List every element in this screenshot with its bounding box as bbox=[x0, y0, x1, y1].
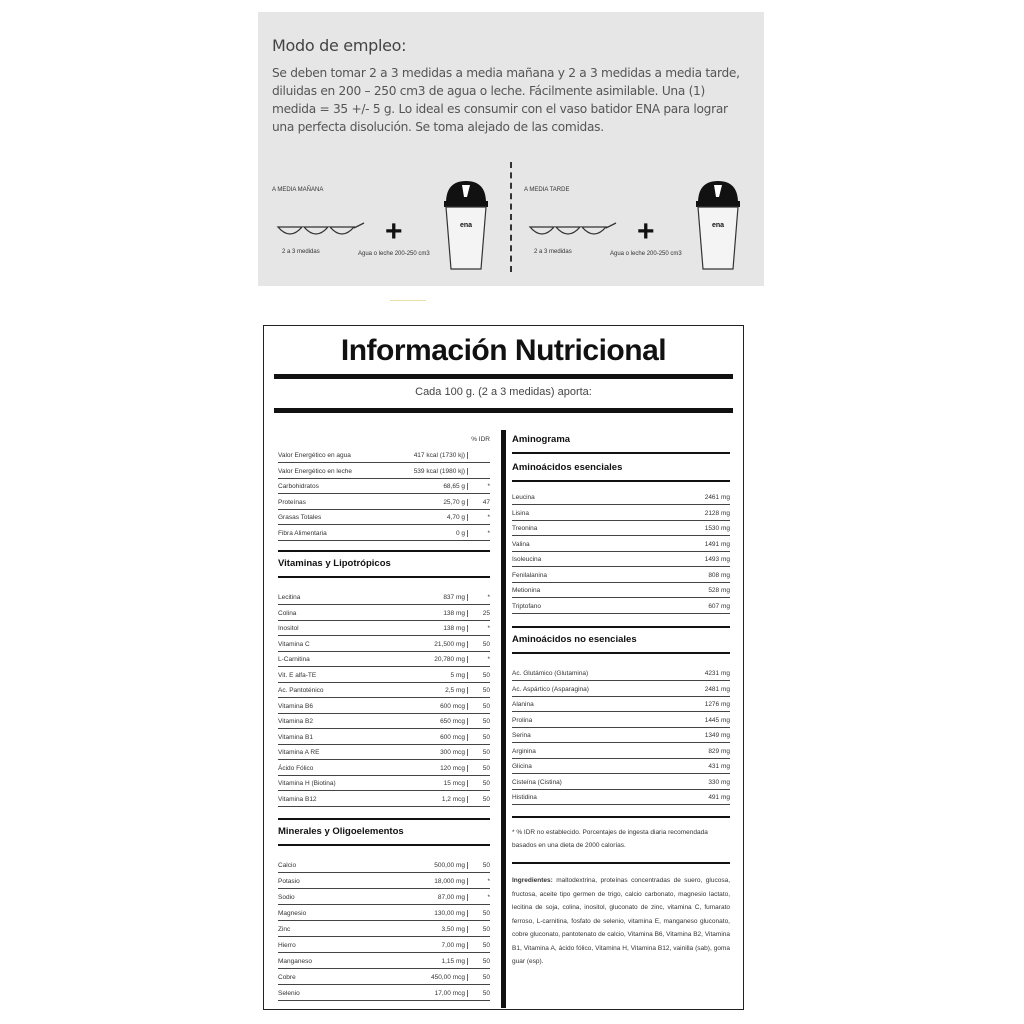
row-name: Vitamina B6 bbox=[278, 702, 313, 710]
row-name: Vitamina C bbox=[278, 640, 310, 648]
morning-liquid-label: Agua o leche 200-250 cm3 bbox=[358, 251, 430, 257]
ingredients-label: Ingredientes: bbox=[512, 877, 553, 884]
row-value: 5 mg bbox=[451, 672, 468, 679]
ingredients-text bbox=[512, 874, 730, 969]
row-name: Ac. Pantoténico bbox=[278, 687, 324, 694]
row-name: Triptofano bbox=[512, 602, 542, 610]
nutrient-row bbox=[278, 654, 490, 667]
nutrient-row bbox=[278, 701, 490, 714]
row-value: 20,780 mg bbox=[434, 656, 468, 663]
nutrient-row bbox=[278, 608, 490, 621]
amino-row bbox=[512, 777, 730, 790]
nutrient-row bbox=[278, 988, 490, 1001]
row-name: Valina bbox=[512, 540, 530, 548]
minerals-header: Minerales y Oligoelementos bbox=[278, 826, 404, 837]
morning-scoops-label: 2 a 3 medidas bbox=[282, 249, 320, 255]
amino-row bbox=[512, 715, 730, 728]
nutrient-row bbox=[278, 924, 490, 937]
row-name: Carbohidratos bbox=[278, 483, 319, 490]
row-value: 4231 mg bbox=[704, 670, 730, 677]
row-value: 138 mg bbox=[443, 625, 468, 632]
vitamins-header: Vitaminas y Lipotrópicos bbox=[278, 558, 391, 569]
row-value: 0 g bbox=[456, 530, 468, 537]
row-value: 1,15 mg bbox=[442, 958, 469, 965]
row-value: 21,500 mg bbox=[434, 641, 468, 648]
section-rule bbox=[512, 816, 730, 818]
amino-row bbox=[512, 492, 730, 505]
row-pct: 50 bbox=[482, 926, 490, 933]
aminogram-header: Aminograma bbox=[512, 434, 571, 445]
row-value: 1530 mg bbox=[704, 525, 730, 532]
row-value: 491 mg bbox=[708, 794, 730, 801]
row-name: Hierro bbox=[278, 942, 296, 949]
nutrient-row bbox=[278, 794, 490, 807]
shaker-brand: ena bbox=[460, 222, 473, 229]
row-name: Histidina bbox=[512, 794, 537, 801]
nutrient-row bbox=[278, 747, 490, 760]
left-column bbox=[278, 430, 490, 1010]
row-name: Treonina bbox=[512, 525, 538, 532]
row-pct: 50 bbox=[482, 862, 490, 869]
row-value: 330 mg bbox=[708, 778, 730, 786]
row-value: 2128 mg bbox=[704, 509, 730, 517]
row-name: Metionina bbox=[512, 587, 541, 594]
row-value: 300 mcg bbox=[440, 749, 468, 756]
row-pct: * bbox=[487, 529, 490, 537]
idr-note: * % IDR no establecido. Porcentajes de ingesta diaria recomendada basados en una dieta de 2000 calorías. bbox=[512, 829, 708, 849]
row-pct: 50 bbox=[482, 958, 490, 965]
row-name: Vitamina H (Biotina) bbox=[278, 780, 336, 787]
scoops-icon bbox=[528, 219, 618, 243]
section-rule bbox=[512, 652, 730, 654]
row-name: Proteínas bbox=[278, 498, 306, 506]
row-pct: 50 bbox=[482, 942, 490, 949]
usage-panel bbox=[258, 12, 764, 286]
row-pct: * bbox=[487, 594, 490, 601]
row-name: Vit. E alfa-TE bbox=[278, 671, 317, 679]
nutrient-row bbox=[278, 639, 490, 652]
row-name: Vitamina B12 bbox=[278, 795, 317, 803]
row-name: Valor Energético en leche bbox=[278, 467, 352, 475]
row-name: Vitamina A RE bbox=[278, 749, 320, 756]
shaker-icon bbox=[692, 177, 744, 273]
row-name: Lisina bbox=[512, 509, 529, 517]
row-name: Serina bbox=[512, 732, 531, 739]
serving-rule bbox=[274, 408, 733, 413]
row-pct: 50 bbox=[482, 795, 490, 803]
row-value: 1493 mg bbox=[704, 556, 730, 563]
nutrient-row bbox=[278, 956, 490, 969]
row-pct: 50 bbox=[482, 780, 490, 787]
row-value: 25,70 g bbox=[443, 499, 468, 506]
section-rule bbox=[278, 550, 490, 552]
plus-icon: + bbox=[385, 215, 403, 248]
row-value: 3,50 mg bbox=[442, 926, 469, 933]
row-value: 4,70 g bbox=[447, 514, 468, 521]
plus-icon: + bbox=[637, 215, 655, 248]
decorative-mark bbox=[390, 300, 426, 301]
section-rule bbox=[278, 818, 490, 820]
row-pct: 50 bbox=[482, 764, 490, 772]
nutrient-row bbox=[278, 940, 490, 953]
row-value: 130,00 mg bbox=[434, 910, 468, 917]
row-name: Lecitina bbox=[278, 594, 301, 601]
row-value: 600 mcg bbox=[440, 734, 468, 741]
row-value: 2,5 mg bbox=[445, 687, 468, 694]
afternoon-scoops-label: 2 a 3 medidas bbox=[534, 249, 572, 255]
row-pct: 25 bbox=[482, 609, 490, 617]
row-pct: 50 bbox=[482, 640, 490, 648]
amino-row bbox=[512, 554, 730, 567]
row-value: 417 kcal (1730 kj) bbox=[414, 452, 468, 459]
row-name: Sodio bbox=[278, 894, 295, 901]
row-name: Fenilalanina bbox=[512, 571, 548, 579]
panel-divider bbox=[510, 162, 512, 272]
row-name: Leucina bbox=[512, 494, 535, 501]
row-name: Colina bbox=[278, 609, 297, 617]
row-value: 17,00 mcg bbox=[435, 990, 468, 997]
usage-title: Modo de empleo: bbox=[272, 36, 407, 55]
scoops-icon bbox=[276, 219, 366, 243]
section-rule bbox=[278, 576, 490, 578]
nutrient-row bbox=[278, 763, 490, 776]
row-name: Glicina bbox=[512, 763, 532, 770]
row-pct: 50 bbox=[482, 990, 490, 997]
amino-row bbox=[512, 730, 730, 743]
row-pct: * bbox=[487, 656, 490, 663]
nutrient-row bbox=[278, 623, 490, 636]
serving-info: Cada 100 g. (2 a 3 medidas) aporta: bbox=[415, 386, 592, 398]
row-pct: * bbox=[487, 625, 490, 632]
row-pct: 50 bbox=[482, 974, 490, 981]
row-name: Vitamina B1 bbox=[278, 733, 313, 741]
nutrient-row bbox=[278, 860, 490, 873]
section-rule bbox=[512, 452, 730, 454]
row-name: Fibra Alimentaria bbox=[278, 529, 327, 537]
amino-row bbox=[512, 761, 730, 774]
amino-row bbox=[512, 601, 730, 614]
nutrient-row bbox=[278, 685, 490, 698]
row-name: Prolina bbox=[512, 716, 533, 724]
essential-header: Aminoácidos esenciales bbox=[512, 462, 623, 473]
nutrient-row bbox=[278, 450, 490, 463]
afternoon-panel bbox=[524, 177, 764, 287]
row-name: Manganeso bbox=[278, 958, 312, 965]
row-name: Zinc bbox=[278, 926, 291, 933]
shaker-brand: ena bbox=[712, 222, 725, 229]
row-name: Calcio bbox=[278, 862, 297, 869]
row-pct: * bbox=[487, 514, 490, 521]
row-value: 68,65 g bbox=[443, 483, 468, 490]
row-value: 539 kcal (1980 kj) bbox=[414, 468, 468, 475]
row-value: 650 mcg bbox=[440, 718, 468, 725]
row-value: 450,00 mcg bbox=[431, 974, 468, 981]
nutrient-row bbox=[278, 670, 490, 683]
row-value: 431 mg bbox=[708, 763, 730, 770]
row-value: 837 mg bbox=[443, 594, 468, 601]
title-rule bbox=[274, 374, 733, 379]
nutrition-table bbox=[263, 325, 744, 1010]
amino-row bbox=[512, 508, 730, 521]
row-pct: 50 bbox=[482, 733, 490, 741]
nutrient-row bbox=[278, 732, 490, 745]
nutrient-row bbox=[278, 972, 490, 985]
row-value: 808 mg bbox=[708, 571, 730, 579]
row-value: 138 mg bbox=[443, 610, 468, 617]
row-value: 18,000 mg bbox=[434, 878, 468, 885]
nutrient-row bbox=[278, 716, 490, 729]
nonessential-header: Aminoácidos no esenciales bbox=[512, 634, 637, 645]
row-value: 829 mg bbox=[708, 747, 730, 755]
amino-row bbox=[512, 699, 730, 712]
row-pct: * bbox=[487, 878, 490, 885]
amino-row bbox=[512, 792, 730, 805]
row-name: Inositol bbox=[278, 625, 299, 632]
row-name: Cobre bbox=[278, 974, 296, 981]
nutrient-row bbox=[278, 497, 490, 510]
row-name: Arginina bbox=[512, 747, 536, 755]
row-name: Ácido Fólico bbox=[278, 764, 314, 772]
row-pct: 50 bbox=[482, 910, 490, 917]
row-value: 120 mcg bbox=[440, 765, 468, 772]
afternoon-label: A MEDIA TARDE bbox=[524, 187, 570, 193]
row-name: Selenio bbox=[278, 990, 300, 997]
section-rule bbox=[278, 844, 490, 846]
section-rule bbox=[512, 480, 730, 482]
row-name: Isoleucina bbox=[512, 556, 542, 563]
nutrient-row bbox=[278, 592, 490, 605]
row-value: 1276 mg bbox=[704, 701, 730, 708]
row-name: Vitamina B2 bbox=[278, 718, 313, 725]
nutrient-row bbox=[278, 892, 490, 905]
nutrition-title: Información Nutricional bbox=[340, 334, 667, 367]
row-value: 1349 mg bbox=[704, 732, 730, 739]
row-value: 607 mg bbox=[708, 602, 730, 610]
afternoon-liquid-label: Agua o leche 200-250 cm3 bbox=[610, 251, 682, 257]
amino-row bbox=[512, 684, 730, 697]
row-name: Alanina bbox=[512, 701, 534, 708]
morning-panel bbox=[272, 177, 512, 287]
row-value: 87,00 mg bbox=[438, 894, 468, 901]
row-value: 1445 mg bbox=[704, 716, 730, 724]
row-value: 2461 mg bbox=[704, 494, 730, 501]
row-name: L-Carnitina bbox=[278, 656, 310, 663]
nutrient-row bbox=[278, 512, 490, 525]
row-pct: 50 bbox=[482, 671, 490, 679]
amino-row bbox=[512, 523, 730, 536]
section-rule bbox=[512, 626, 730, 628]
nutrient-row bbox=[278, 908, 490, 921]
row-value: 2481 mg bbox=[704, 685, 730, 693]
row-name: Ac. Aspártico (Asparagina) bbox=[512, 685, 589, 693]
row-pct: 50 bbox=[482, 687, 490, 694]
row-pct: 50 bbox=[482, 718, 490, 725]
usage-text: Se deben tomar 2 a 3 medidas a media mañana y 2 a 3 medidas a media tarde, diluidas en 200 – 250 cm3 de agua o leche. Fácilmente asimilable. Una (1) medida = 35 +/- 5 g. Lo ideal es consumir con el vaso batidor ENA para lograr una perfecta disolución. Se toma alejado de las comidas. bbox=[272, 66, 740, 134]
amino-row bbox=[512, 585, 730, 598]
nutrient-row bbox=[278, 778, 490, 791]
amino-row bbox=[512, 539, 730, 552]
row-pct: 50 bbox=[482, 749, 490, 756]
row-pct: 47 bbox=[482, 498, 490, 506]
row-value: 1,2 mcg bbox=[442, 796, 468, 803]
row-name: Valor Energético en agua bbox=[278, 452, 351, 459]
amino-row bbox=[512, 746, 730, 759]
column-divider bbox=[501, 430, 506, 1008]
row-value: 7,00 mg bbox=[442, 942, 469, 949]
amino-row bbox=[512, 668, 730, 681]
row-pct: * bbox=[487, 483, 490, 490]
row-pct: 50 bbox=[482, 702, 490, 710]
row-name: Potasio bbox=[278, 878, 300, 885]
row-value: 528 mg bbox=[708, 587, 730, 594]
row-name: Grasas Totales bbox=[278, 514, 322, 521]
nutrient-row bbox=[278, 528, 490, 541]
shaker-icon bbox=[440, 177, 492, 273]
row-name: Cisteína (Cistina) bbox=[512, 778, 562, 786]
morning-label: A MEDIA MAÑANA bbox=[272, 187, 324, 193]
row-value: 500,00 mg bbox=[434, 862, 468, 869]
amino-row bbox=[512, 570, 730, 583]
nutrient-row bbox=[278, 481, 490, 494]
row-name: Ac. Glutámico (Glutamina) bbox=[512, 670, 589, 677]
row-value: 1491 mg bbox=[704, 540, 730, 548]
ingredients-list: maltodextrina, proteínas concentradas de suero, glucosa, fructosa, aceite tipo germen de trigo, calcio carbonato, magnesio lactato, lecitina de soja, colina, inositol, gluconato de zinc, vitamina C, fumarato ferroso, L-carnitina, fosfato de selenio, vitamina E, manganeso gluconato, cobre gluconato, pantotenato de calcio, Vitamina B6, Vitamina B2, Vitamina B1, Vitamina A, ácido fólico, Vitamina H, Vitamina B12, vainilla (sab), goma guar (esp). bbox=[512, 877, 730, 965]
idr-header: % IDR bbox=[471, 436, 490, 443]
section-rule bbox=[512, 862, 730, 864]
row-pct: * bbox=[487, 894, 490, 901]
nutrient-row bbox=[278, 876, 490, 889]
row-value: 600 mcg bbox=[440, 703, 468, 710]
right-column bbox=[512, 430, 730, 1010]
row-name: Magnesio bbox=[278, 910, 307, 917]
row-value: 15 mcg bbox=[444, 780, 468, 787]
nutrient-row bbox=[278, 466, 490, 479]
